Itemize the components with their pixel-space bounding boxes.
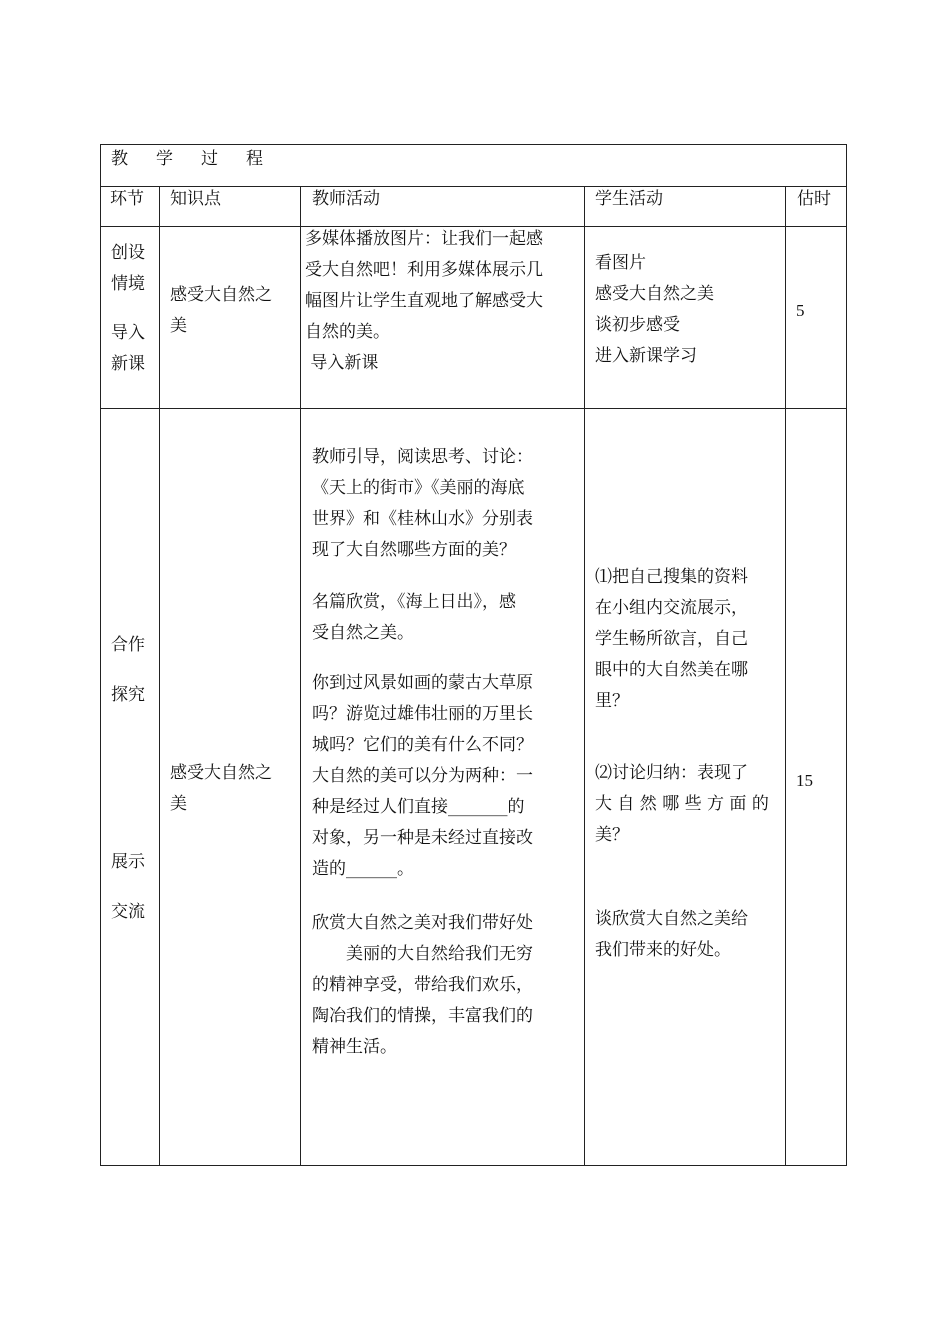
teacher-line: 名篇欣赏，《海上日出》，感 — [312, 592, 516, 612]
stage-line: 合作 — [111, 635, 145, 655]
row2-teacher-para-4 — [312, 908, 533, 1063]
student-line: 感受大自然之美 — [595, 284, 714, 304]
title-char: 教 — [111, 149, 128, 169]
row1-stage — [111, 238, 145, 380]
knowledge-line: 感受大自然之 — [170, 285, 272, 305]
row2-teacher-para-1 — [312, 442, 533, 566]
row2-stage-b — [111, 847, 145, 928]
teacher-line: 吗？游览过雄伟壮丽的万里长 — [312, 704, 533, 724]
table-border-left — [100, 144, 101, 1166]
header-stage: 环节 — [110, 189, 144, 209]
teacher-line: 造的______。 — [312, 859, 414, 879]
teacher-line: 城吗？它们的美有什么不同？ — [312, 735, 533, 755]
title-char: 学 — [156, 149, 173, 169]
row2-teacher-para-2 — [312, 587, 516, 649]
student-line: 进入新课学习 — [595, 346, 697, 366]
row2-student-para-2 — [595, 758, 769, 851]
header-time: 估时 — [797, 189, 831, 209]
teacher-line: 对象，另一种是未经过直接改 — [312, 828, 533, 848]
teacher-line: 精神生活。 — [312, 1037, 397, 1057]
stage-line: 情境 — [111, 274, 145, 294]
row2-stage-a — [111, 630, 145, 711]
teacher-line: 自然的美。 — [305, 322, 390, 342]
stage-line: 创设 — [111, 243, 145, 263]
knowledge-line: 美 — [170, 316, 187, 336]
student-line: 眼中的大自然美在哪 — [595, 660, 748, 680]
teacher-line: 陶冶我们的情操，丰富我们的 — [312, 1006, 533, 1026]
row2-teacher-para-3 — [312, 668, 533, 885]
student-line: 学生畅所欲言，自己 — [595, 629, 748, 649]
teacher-line: 受大自然吧！利用多媒体展示几 — [305, 260, 543, 280]
lesson-process-table — [100, 144, 847, 1166]
col-divider-4 — [785, 186, 786, 1166]
table-border-bottom — [100, 1165, 847, 1166]
student-line: 在小组内交流展示， — [595, 598, 748, 618]
teacher-line: 种是经过人们直接_______的 — [312, 797, 525, 817]
teacher-line: 欣赏大自然之美对我们带好处 — [312, 913, 533, 933]
stage-line: 探究 — [111, 685, 145, 705]
title-char: 程 — [246, 149, 263, 169]
table-rule-row1 — [100, 408, 847, 409]
stage-line: 展示 — [111, 852, 145, 872]
teacher-line: 你到过风景如画的蒙古大草原 — [312, 673, 533, 693]
teacher-line: 世界》和《桂林山水》分别表 — [312, 509, 533, 529]
col-divider-2 — [300, 186, 301, 1166]
teacher-line: 幅图片让学生直观地了解感受大 — [305, 291, 543, 311]
row2-student-para-3 — [595, 904, 748, 966]
teacher-line: 美丽的大自然给我们无穷 — [312, 944, 533, 964]
row1-time: 5 — [796, 301, 805, 320]
row2-student-para-1 — [595, 562, 748, 717]
student-line: 大 自 然 哪 些 方 面 的 — [595, 794, 769, 814]
stage-line: 导入 — [111, 323, 145, 343]
student-line: 美？ — [595, 825, 629, 845]
student-line: 看图片 — [595, 253, 646, 273]
table-border-right — [846, 144, 847, 1166]
teacher-line: 受自然之美。 — [312, 623, 414, 643]
stage-line: 交流 — [111, 902, 145, 922]
row1-knowledge — [170, 280, 272, 342]
row2-time: 15 — [796, 771, 813, 790]
header-knowledge: 知识点 — [170, 189, 221, 209]
teacher-line: 导入新课 — [305, 353, 379, 373]
row2-knowledge — [170, 758, 272, 820]
teacher-line: 多媒体播放图片：让我们一起感 — [305, 229, 543, 249]
knowledge-line: 美 — [170, 794, 187, 814]
header-student-activity: 学生活动 — [595, 189, 663, 209]
knowledge-line: 感受大自然之 — [170, 763, 272, 783]
stage-line: 新课 — [111, 354, 145, 374]
col-divider-1 — [159, 186, 160, 1166]
student-line: ⑴把自己搜集的资料 — [595, 567, 748, 587]
col-divider-3 — [584, 186, 585, 1166]
teacher-line: 的精神享受，带给我们欢乐， — [312, 975, 533, 995]
student-line: 里？ — [595, 691, 629, 711]
student-line: 谈欣赏大自然之美给 — [595, 909, 748, 929]
student-line: 谈初步感受 — [595, 315, 680, 335]
teacher-line: 现了大自然哪些方面的美？ — [312, 540, 516, 560]
student-line: ⑵讨论归纳：表现了 — [595, 763, 748, 783]
teacher-line: 《天上的街市》《美丽的海底 — [312, 478, 525, 498]
student-line: 我们带来的好处。 — [595, 940, 731, 960]
row1-teacher-activity — [305, 224, 543, 379]
teacher-line: 教师引导，阅读思考、讨论： — [312, 447, 533, 467]
row1-student-activity — [595, 248, 714, 372]
title-char: 过 — [201, 149, 218, 169]
header-teacher-activity: 教师活动 — [312, 189, 380, 209]
table-title — [111, 144, 291, 174]
teacher-line: 大自然的美可以分为两种：一 — [312, 766, 533, 786]
